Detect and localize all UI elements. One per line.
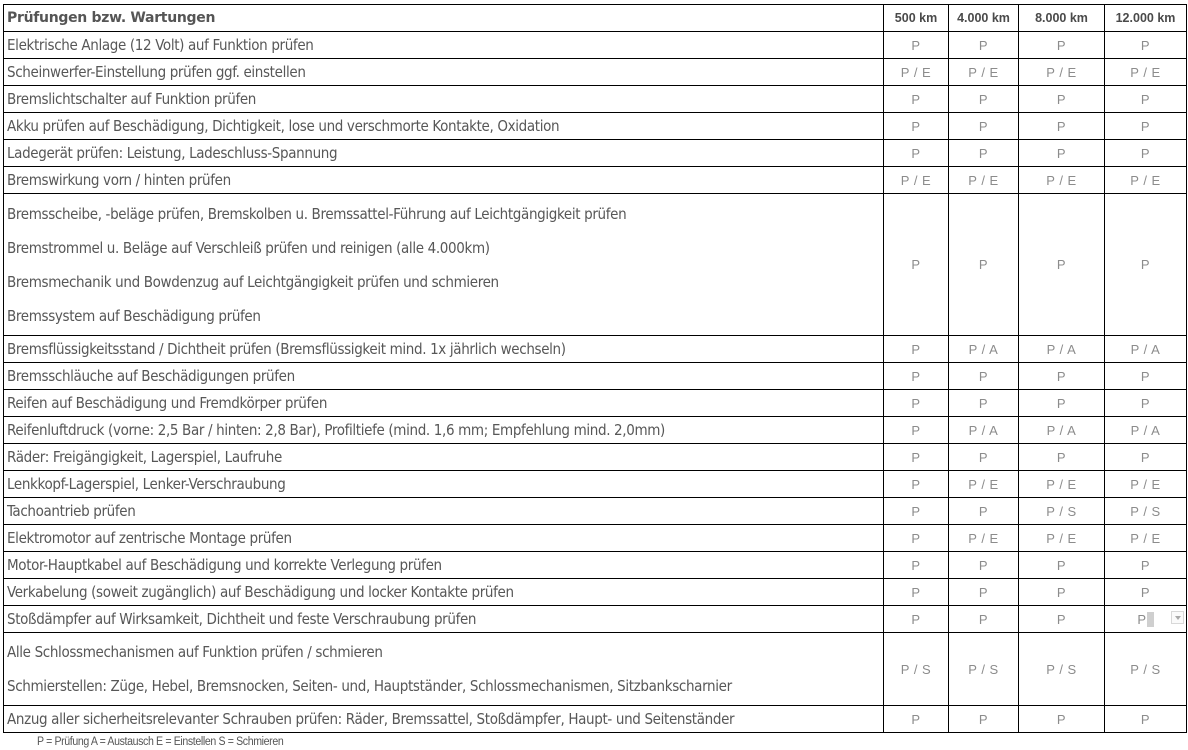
value-cell-500km[interactable] <box>884 363 949 390</box>
value-text: P <box>1140 145 1151 161</box>
value-cell-8000km[interactable] <box>1019 579 1105 606</box>
value-text: P <box>1056 711 1067 727</box>
value-text: P <box>1140 368 1151 384</box>
text-cursor <box>1147 612 1154 627</box>
value-cell-12000km[interactable] <box>1105 633 1187 706</box>
value-text: P / A <box>1046 341 1077 357</box>
value-text: P <box>978 257 989 272</box>
value-text: P <box>911 503 921 519</box>
value-text: P / S <box>1130 503 1161 519</box>
value-text: P <box>978 611 989 627</box>
table-row <box>4 606 1187 633</box>
value-cell-4000km[interactable] <box>949 552 1019 579</box>
table-row <box>4 140 1187 167</box>
value-text: P <box>1056 557 1067 573</box>
value-cell-12000km[interactable] <box>1105 552 1187 579</box>
value-text: P / E <box>1130 64 1161 80</box>
table-row <box>4 194 1187 336</box>
value-cell-8000km[interactable] <box>1019 417 1105 444</box>
value-text: P <box>1140 257 1151 272</box>
table-row <box>4 417 1187 444</box>
value-text: P / E <box>1046 530 1077 546</box>
table-row <box>4 113 1187 140</box>
task-cell[interactable]: Bremswirkung vorn / hinten prüfen <box>4 167 884 194</box>
value-cell-4000km[interactable] <box>949 86 1019 113</box>
task-cell[interactable] <box>4 194 884 336</box>
value-text: P <box>911 145 921 161</box>
value-cell-4000km[interactable] <box>949 606 1019 633</box>
value-cell-500km[interactable] <box>884 194 949 336</box>
value-text: P <box>1140 584 1151 600</box>
table-row <box>4 363 1187 390</box>
value-text: P <box>1056 118 1067 134</box>
task-line: Bremssystem auf Beschädigung prüfen <box>7 306 261 325</box>
value-cell-500km[interactable] <box>884 59 949 86</box>
table-row <box>4 390 1187 417</box>
task-cell[interactable]: Ladegerät prüfen: Leistung, Ladeschluss-Spannung <box>4 140 884 167</box>
table-row <box>4 32 1187 59</box>
value-cell-12000km[interactable] <box>1105 417 1187 444</box>
value-text: P / E <box>1130 476 1161 492</box>
table-row <box>4 706 1187 733</box>
task-cell[interactable]: Akku prüfen auf Beschädigung, Dichtigkeit, lose und verschmorte Kontakte, Oxidation <box>4 113 884 140</box>
value-cell-4000km[interactable] <box>949 32 1019 59</box>
value-cell-4000km[interactable] <box>949 167 1019 194</box>
table-row <box>4 552 1187 579</box>
value-cell-500km[interactable] <box>884 336 949 363</box>
value-cell-4000km[interactable] <box>949 363 1019 390</box>
task-cell[interactable] <box>4 633 884 706</box>
table-row <box>4 167 1187 194</box>
value-cell-8000km[interactable] <box>1019 113 1105 140</box>
dropdown-arrow-icon[interactable] <box>1171 611 1184 624</box>
value-cell-500km[interactable] <box>884 552 949 579</box>
value-cell-12000km[interactable] <box>1105 140 1187 167</box>
value-text: P / E <box>968 530 999 546</box>
header-12000km: 12.000 km <box>1105 5 1187 32</box>
value-text: P <box>978 395 989 411</box>
value-text: P / E <box>968 476 999 492</box>
value-text: P <box>911 476 921 492</box>
value-text: P <box>1056 91 1067 107</box>
value-cell-4000km[interactable] <box>949 113 1019 140</box>
value-text: P / S <box>900 661 932 677</box>
table-row <box>4 444 1187 471</box>
value-text: P <box>911 711 921 727</box>
value-cell-500km[interactable] <box>884 606 949 633</box>
value-cell-12000km[interactable] <box>1105 59 1187 86</box>
task-cell[interactable]: Bremsflüssigkeitsstand / Dichtheit prüfen (Bremsflüssigkeit mind. 1x jährlich wechseln) <box>4 336 884 363</box>
value-cell-500km[interactable] <box>884 706 949 733</box>
value-cell-500km[interactable] <box>884 32 949 59</box>
value-text: P <box>978 91 989 107</box>
value-cell-4000km[interactable] <box>949 194 1019 336</box>
value-text: P <box>1137 611 1147 627</box>
value-cell-4000km[interactable] <box>949 471 1019 498</box>
value-text: P <box>978 584 989 600</box>
value-cell-12000km[interactable] <box>1105 525 1187 552</box>
value-text: P <box>1140 711 1151 727</box>
value-text: P <box>978 118 989 134</box>
value-cell-8000km[interactable] <box>1019 525 1105 552</box>
value-text: P / A <box>1130 341 1161 357</box>
task-line: Bremsmechanik und Bowdenzug auf Leichtgängigkeit prüfen und schmieren <box>7 272 499 291</box>
task-cell[interactable]: Stoßdämpfer auf Wirksamkeit, Dichtheit und feste Verschraubung prüfen <box>4 606 884 633</box>
value-text: P / A <box>1046 422 1077 438</box>
value-cell-500km[interactable] <box>884 113 949 140</box>
value-text: P / E <box>968 172 999 188</box>
value-text: P / A <box>968 341 999 357</box>
value-cell-4000km[interactable] <box>949 140 1019 167</box>
value-cell-500km[interactable] <box>884 417 949 444</box>
task-cell[interactable]: Bremsschläuche auf Beschädigungen prüfen <box>4 363 884 390</box>
value-text: P / E <box>1130 530 1161 546</box>
value-text: P <box>978 711 989 727</box>
value-cell-8000km[interactable] <box>1019 498 1105 525</box>
header-500km: 500 km <box>884 5 949 32</box>
value-text: P <box>1056 449 1067 465</box>
value-text: P <box>1140 118 1151 134</box>
value-text: P <box>911 368 921 384</box>
value-text: P <box>1056 395 1067 411</box>
value-cell-12000km[interactable] <box>1105 706 1187 733</box>
value-text: P <box>978 37 989 53</box>
value-text: P <box>978 368 989 384</box>
task-cell[interactable]: Tachoantrieb prüfen <box>4 498 884 525</box>
value-cell-8000km[interactable] <box>1019 390 1105 417</box>
value-cell-8000km[interactable] <box>1019 336 1105 363</box>
value-text: P <box>978 503 989 519</box>
task-cell[interactable]: Scheinwerfer-Einstellung prüfen ggf. einstellen <box>4 59 884 86</box>
value-cell-8000km[interactable] <box>1019 363 1105 390</box>
value-cell-12000km[interactable] <box>1105 32 1187 59</box>
task-cell[interactable]: Verkabelung (soweit zugänglich) auf Beschädigung und locker Kontakte prüfen <box>4 579 884 606</box>
task-line: Schmierstellen: Züge, Hebel, Bremsnocken, Seiten- und, Hauptständer, Schlossmechanismen, Sitzbankscharnier <box>7 677 732 695</box>
value-cell-8000km[interactable] <box>1019 633 1105 706</box>
value-cell-8000km[interactable] <box>1019 194 1105 336</box>
value-cell-4000km[interactable] <box>949 336 1019 363</box>
task-cell[interactable]: Reifenluftdruck (vorne: 2,5 Bar / hinten: 2,8 Bar), Profiltiefe (mind. 1,6 mm; Empfehlung mind. 2,0mm) <box>4 417 884 444</box>
value-cell-4000km[interactable] <box>949 706 1019 733</box>
value-text: P <box>1140 557 1151 573</box>
value-cell-8000km[interactable] <box>1019 32 1105 59</box>
task-cell[interactable]: Bremslichtschalter auf Funktion prüfen <box>4 86 884 113</box>
value-cell-12000km[interactable] <box>1105 606 1187 633</box>
value-cell-8000km[interactable] <box>1019 552 1105 579</box>
value-cell-8000km[interactable] <box>1019 706 1105 733</box>
value-text: P <box>911 422 921 438</box>
value-text: P <box>1140 37 1151 53</box>
value-text: P / A <box>968 422 999 438</box>
value-cell-8000km[interactable] <box>1019 606 1105 633</box>
value-cell-500km[interactable] <box>884 86 949 113</box>
value-cell-12000km[interactable] <box>1105 363 1187 390</box>
header-row <box>4 5 1187 32</box>
value-cell-12000km[interactable] <box>1105 471 1187 498</box>
value-text: P <box>1140 395 1151 411</box>
value-text: P <box>1056 37 1067 53</box>
task-cell[interactable]: Elektrische Anlage (12 Volt) auf Funktion prüfen <box>4 32 884 59</box>
value-cell-4000km[interactable] <box>949 444 1019 471</box>
value-text: P <box>978 145 989 161</box>
value-cell-8000km[interactable] <box>1019 167 1105 194</box>
value-cell-8000km[interactable] <box>1019 471 1105 498</box>
value-cell-500km[interactable] <box>884 633 949 706</box>
value-cell-500km[interactable] <box>884 579 949 606</box>
value-cell-12000km[interactable] <box>1105 498 1187 525</box>
value-cell-500km[interactable] <box>884 498 949 525</box>
task-cell[interactable]: Reifen auf Beschädigung und Fremdkörper prüfen <box>4 390 884 417</box>
value-cell-500km[interactable] <box>884 525 949 552</box>
value-text: P <box>1140 449 1151 465</box>
header-8000km: 8.000 km <box>1019 5 1105 32</box>
value-cell-500km[interactable] <box>884 167 949 194</box>
value-text: P / E <box>900 64 932 80</box>
value-text: P / E <box>968 64 999 80</box>
value-cell-500km[interactable] <box>884 444 949 471</box>
value-cell-8000km[interactable] <box>1019 140 1105 167</box>
task-cell[interactable]: Räder: Freigängigkeit, Lagerspiel, Laufruhe <box>4 444 884 471</box>
value-cell-12000km[interactable] <box>1105 113 1187 140</box>
value-cell-4000km[interactable] <box>949 59 1019 86</box>
header-4000km: 4.000 km <box>949 5 1019 32</box>
value-text: P <box>911 530 921 546</box>
table-row <box>4 579 1187 606</box>
value-cell-4000km[interactable] <box>949 579 1019 606</box>
value-cell-4000km[interactable] <box>949 633 1019 706</box>
value-cell-12000km[interactable] <box>1105 579 1187 606</box>
value-cell-12000km[interactable] <box>1105 86 1187 113</box>
value-text: P <box>911 449 921 465</box>
maintenance-table <box>3 4 1187 733</box>
value-text: P / E <box>1046 172 1077 188</box>
table-row <box>4 86 1187 113</box>
task-line: Alle Schlossmechanismen auf Funktion prüfen / schmieren <box>7 643 383 661</box>
value-text: P <box>1056 584 1067 600</box>
value-text: P <box>911 341 921 357</box>
value-text: P <box>911 257 921 272</box>
value-text: P <box>911 584 921 600</box>
header-task: Prüfungen bzw. Wartungen <box>4 5 884 32</box>
value-cell-500km[interactable] <box>884 140 949 167</box>
value-text: P <box>911 557 921 573</box>
table-row <box>4 633 1187 706</box>
task-cell[interactable]: Elektromotor auf zentrische Montage prüfen <box>4 525 884 552</box>
value-text: P / E <box>1046 64 1077 80</box>
value-cell-12000km[interactable] <box>1105 167 1187 194</box>
value-text: P <box>1056 145 1067 161</box>
task-cell[interactable]: Motor-Hauptkabel auf Beschädigung und korrekte Verlegung prüfen <box>4 552 884 579</box>
task-cell[interactable]: Anzug aller sicherheitsrelevanter Schrauben prüfen: Räder, Bremssattel, Stoßdämpfer, Haupt- und Seitenständer <box>4 706 884 733</box>
value-text: P / S <box>1046 661 1077 677</box>
value-text: P / A <box>1130 422 1161 438</box>
value-cell-500km[interactable] <box>884 471 949 498</box>
value-text: P <box>911 395 921 411</box>
value-text: P <box>978 557 989 573</box>
value-text: P <box>1140 91 1151 107</box>
value-text: P / E <box>900 172 932 188</box>
table-row <box>4 471 1187 498</box>
value-cell-8000km[interactable] <box>1019 59 1105 86</box>
value-text: P <box>911 37 921 53</box>
value-text: P <box>911 91 921 107</box>
value-text: P / S <box>1130 661 1161 677</box>
value-cell-500km[interactable] <box>884 390 949 417</box>
value-text: P <box>1056 611 1067 627</box>
value-text: P / E <box>1046 476 1077 492</box>
value-cell-8000km[interactable] <box>1019 444 1105 471</box>
value-text: P <box>978 449 989 465</box>
value-cell-4000km[interactable] <box>949 525 1019 552</box>
task-line: Bremsscheibe, -beläge prüfen, Bremskolben u. Bremssattel-Führung auf Leichtgängigkeit prüfen <box>7 204 627 223</box>
value-text: P <box>911 118 921 134</box>
task-line: Bremstrommel u. Beläge auf Verschleiß prüfen und reinigen (alle 4.000km) <box>7 238 490 257</box>
value-text: P / S <box>968 661 999 677</box>
value-text: P <box>1056 368 1067 384</box>
value-cell-12000km[interactable] <box>1105 194 1187 336</box>
value-cell-4000km[interactable] <box>949 417 1019 444</box>
legend-text: P = Prüfung A = Austausch E = Einstellen S = Schmieren <box>37 736 284 748</box>
table-row <box>4 59 1187 86</box>
value-cell-12000km[interactable] <box>1105 444 1187 471</box>
table-row <box>4 336 1187 363</box>
value-cell-4000km[interactable] <box>949 390 1019 417</box>
table-row <box>4 525 1187 552</box>
value-text: P <box>911 611 921 627</box>
value-text: P / S <box>1046 503 1077 519</box>
table-row <box>4 498 1187 525</box>
value-cell-12000km[interactable] <box>1105 390 1187 417</box>
value-cell-4000km[interactable] <box>949 498 1019 525</box>
value-cell-8000km[interactable] <box>1019 86 1105 113</box>
value-text: P / E <box>1130 172 1161 188</box>
value-cell-12000km[interactable] <box>1105 336 1187 363</box>
task-cell[interactable]: Lenkkopf-Lagerspiel, Lenker-Verschraubung <box>4 471 884 498</box>
value-text: P <box>1056 257 1067 272</box>
